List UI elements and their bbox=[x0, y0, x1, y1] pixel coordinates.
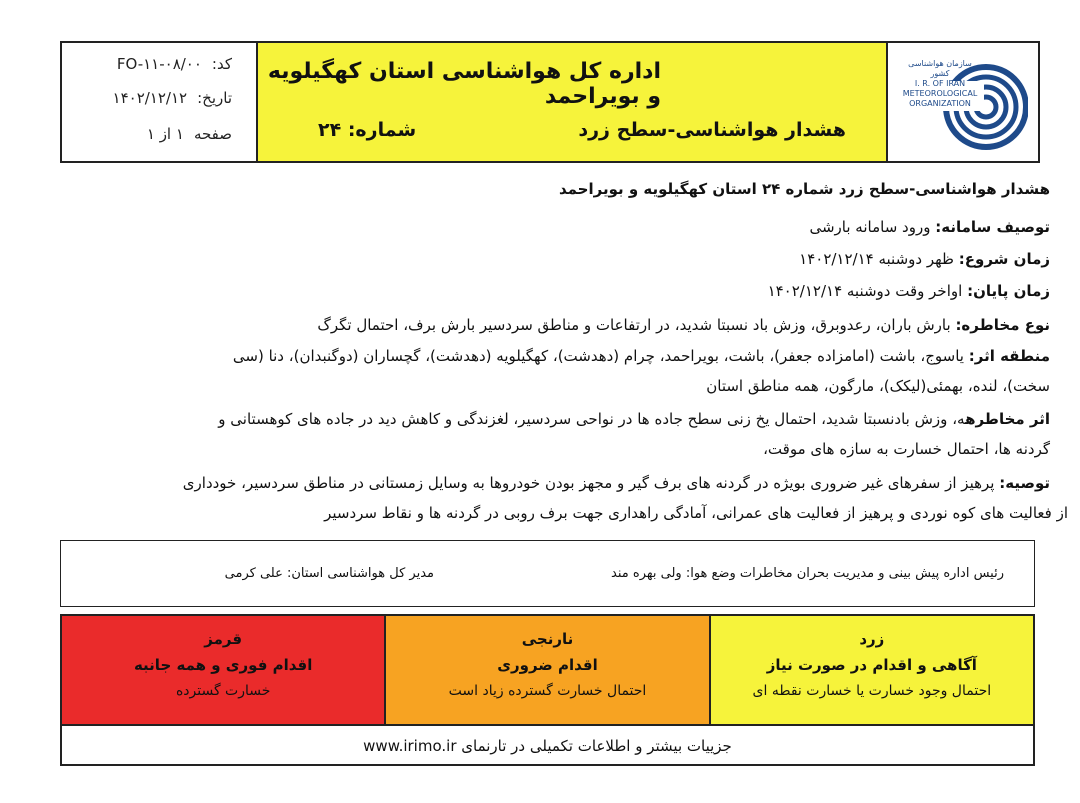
start-line bbox=[799, 250, 1050, 268]
header-table bbox=[60, 41, 1040, 163]
system-value: ورود سامانه بارشی bbox=[809, 218, 931, 236]
level-orange-desc: احتمال خسارت گسترده زیاد است bbox=[448, 683, 647, 699]
end-value: اواخر وقت دوشنبه ۱۴۰۲/۱۲/۱۴ bbox=[767, 282, 963, 300]
advice-label: توصیه: bbox=[999, 474, 1050, 492]
director-signature: مدیر کل هواشناسی استان: علی کرمی bbox=[224, 566, 434, 581]
date-row bbox=[72, 89, 232, 107]
logo-en-line1: I. R. OF IRAN bbox=[914, 79, 966, 88]
forecast-head-signature: رئیس اداره پیش بینی و مدیریت بحران مخاطرات وضع هوا: ولی بهره مند bbox=[611, 566, 1004, 581]
org-title: اداره کل هواشناسی استان کهگیلویه و بویراحمد bbox=[267, 59, 661, 109]
document-meta bbox=[62, 43, 258, 161]
advice-line-1 bbox=[183, 474, 1050, 492]
system-label: توصیف سامانه: bbox=[935, 218, 1050, 236]
code-row bbox=[72, 55, 232, 73]
level-yellow-name: زرد bbox=[859, 630, 885, 648]
area-line-2 bbox=[706, 377, 1050, 395]
start-value: ظهر دوشنبه ۱۴۰۲/۱۲/۱۴ bbox=[799, 250, 954, 268]
end-label: زمان پایان: bbox=[967, 282, 1050, 300]
level-red-action: اقدام فوری و همه جانبه bbox=[133, 656, 313, 674]
logo-fa-line: سازمان هواشناسی کشور bbox=[908, 59, 972, 78]
page-label: صفحه bbox=[193, 125, 232, 143]
warning-headline: هشدار هواشناسی-سطح زرد شماره ۲۴ استان کهگیلویه و بویراحمد bbox=[558, 180, 1050, 198]
levels-row bbox=[62, 616, 1033, 726]
date-value: ۱۴۰۲/۱۲/۱۲ bbox=[112, 89, 188, 107]
warning-levels-legend bbox=[60, 614, 1035, 766]
logo-text bbox=[900, 59, 980, 109]
logo-en-line3: ORGANIZATION bbox=[909, 99, 971, 108]
advice-line-2 bbox=[324, 504, 1068, 522]
warning-number: شماره: ۲۴ bbox=[318, 119, 417, 141]
effect-value-1: ه، وزش بادنسبتا شدید، احتمال یخ زنی سطح جاده ها در نواحی سردسیر، لغزندگی و کاهش دید در جاده های کوهستانی و bbox=[218, 410, 966, 428]
level-orange-name: نارنجی bbox=[521, 630, 574, 648]
code-label: کد: bbox=[211, 55, 232, 73]
level-orange-action: اقدام ضروری bbox=[497, 656, 598, 674]
effect-label: اثر مخاطره bbox=[965, 410, 1050, 428]
advice-value-1: پرهیز از سفرهای غیر ضروری بویژه در گردنه های برف گیر و مجهز بودن خودروها به وسایل زمستانی در مناطق سردسیر، خودداری bbox=[182, 474, 995, 492]
warning-title: هشدار هواشناسی-سطح زرد bbox=[578, 119, 846, 141]
level-red-name: قرمز bbox=[204, 630, 243, 648]
area-label: منطقه اثر: bbox=[968, 347, 1050, 365]
level-red bbox=[62, 616, 386, 724]
logo-en-line2: METEOROLOGICAL bbox=[902, 89, 978, 98]
page-row bbox=[72, 125, 232, 143]
level-red-desc: خسارت گسترده bbox=[175, 683, 271, 699]
level-orange bbox=[386, 616, 710, 724]
hazard-label: نوع مخاطره: bbox=[955, 316, 1050, 334]
title-cell bbox=[258, 43, 888, 161]
logo-cell bbox=[888, 43, 1038, 161]
level-yellow-action: آگاهی و اقدام در صورت نیاز bbox=[766, 656, 977, 674]
hazard-line bbox=[317, 316, 1050, 334]
page-value: ۱ از ۱ bbox=[146, 125, 184, 143]
date-label: تاریخ: bbox=[197, 89, 232, 107]
effect-line-1 bbox=[218, 410, 1050, 428]
level-yellow-desc: احتمال وجود خسارت یا خسارت نقطه ای bbox=[752, 683, 992, 699]
code-value: FO-۱۱-۰۸/۰۰ bbox=[116, 55, 202, 73]
area-value-1: یاسوج، باشت (امامزاده جعفر)، باشت، بویراحمد، چرام (دهدشت)، کهگیلویه (دهدشت)، گچساران (دوگنبدان)، دنا (سی bbox=[232, 347, 964, 365]
signature-box bbox=[60, 540, 1035, 607]
website-footer: جزییات بیشتر و اطلاعات تکمیلی در تارنمای www.irimo.ir bbox=[363, 737, 732, 755]
effect-value-2: گردنه ها، احتمال خسارت به سازه های موقت، bbox=[763, 440, 1050, 458]
end-line bbox=[768, 282, 1050, 300]
start-label: زمان شروع: bbox=[958, 250, 1050, 268]
advice-value-2: از فعالیت های کوه نوردی و پرهیز از فعالیت های عمرانی، آمادگی راهداری جهت برف روبی در گردنه ها و نقاط سردسیر bbox=[324, 504, 1068, 522]
hazard-value: بارش باران، رعدوبرق، وزش باد نسبتا شدید، در ارتفاعات و مناطق سردسیر بارش برف، احتمال تگرگ bbox=[317, 316, 951, 334]
level-yellow bbox=[711, 616, 1033, 724]
area-value-2: سخت)، لنده، بهمئی(لیکک)، مارگون، همه مناطق استان bbox=[706, 377, 1050, 395]
system-line bbox=[809, 218, 1050, 236]
effect-line-2 bbox=[763, 440, 1050, 458]
area-line-1 bbox=[233, 347, 1050, 365]
